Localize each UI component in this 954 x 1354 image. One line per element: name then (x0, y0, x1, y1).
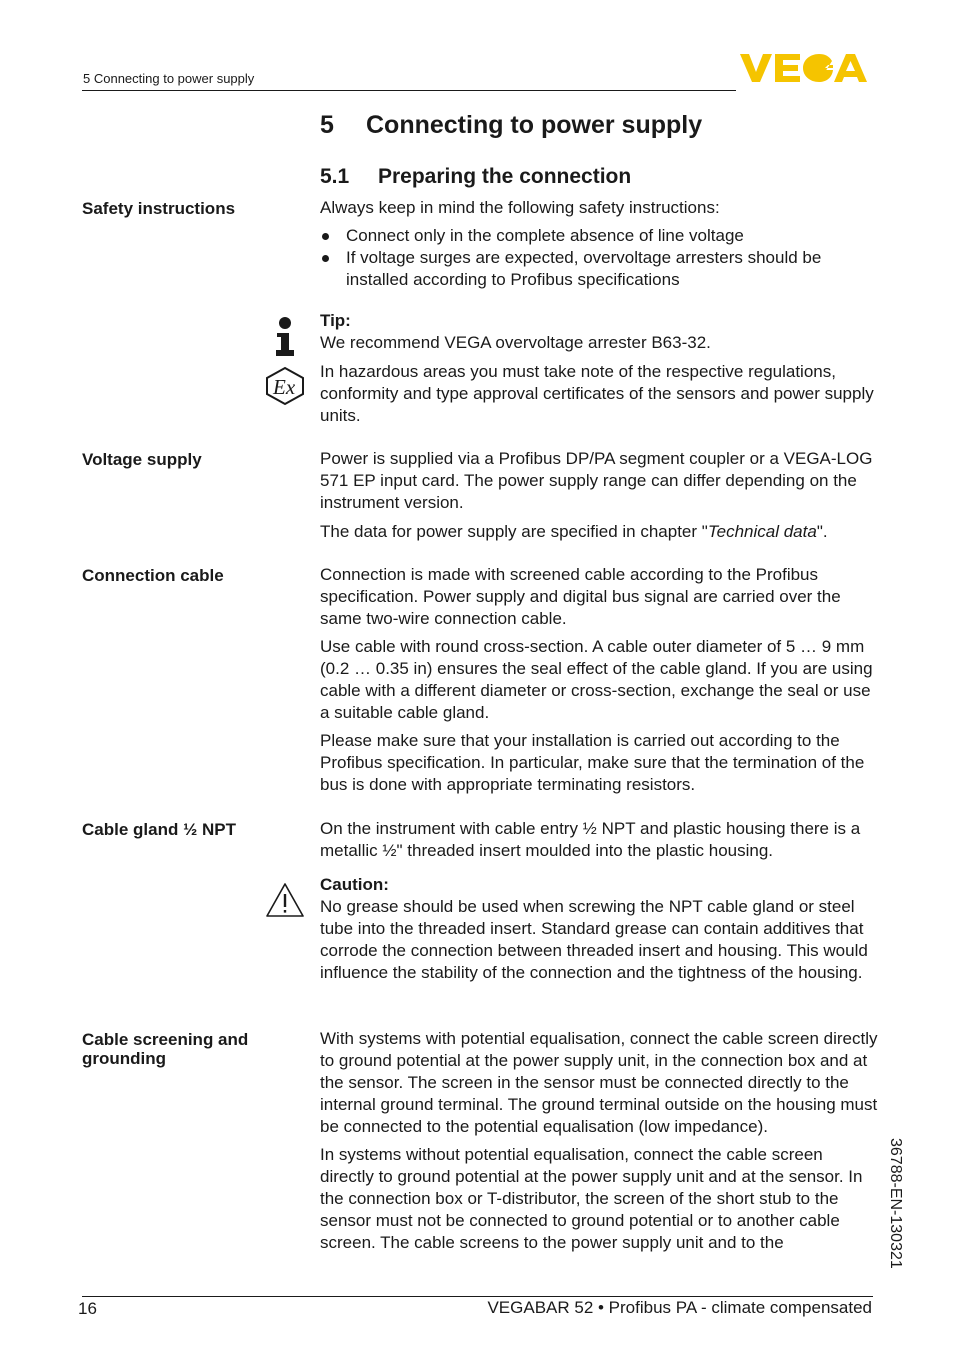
vega-logo (740, 52, 872, 84)
ex-text: In hazardous areas you must take note of the respective regulations, conformity and type approval certificates of the sensors and power supply units. (320, 362, 874, 425)
running-header: 5 Connecting to power supply (83, 71, 255, 86)
cable-p1: Connection is made with screened cable according to the Profibus specification. Power supply and digital bus signal are carried over the same two-wire connection cable. (320, 565, 841, 628)
voltage-p2-before: The data for power supply are specified in chapter " (320, 522, 708, 541)
safety-intro: Always keep in mind the following safety instructions: (320, 198, 720, 217)
safety-bullet-1: Connect only in the complete absence of line voltage (320, 225, 880, 247)
section-title: Preparing the connection (378, 165, 632, 188)
voltage-p2-after: ". (816, 522, 828, 541)
ex-protection-icon (264, 366, 306, 411)
warning-icon (265, 882, 305, 923)
technical-data-reference: Technical data (707, 522, 817, 541)
caution-label: Caution: (320, 875, 389, 894)
document-id-text: 36788-EN-130321 (887, 1138, 904, 1269)
side-label-cable-gland: Cable gland ½ NPT (82, 820, 236, 839)
screening-p1: With systems with potential equalisation, connect the cable screen directly to ground potential at the power supply unit, in the connection box and at the sensor. The screen in the sensor must be connected directly to the internal ground terminal. The ground terminal outside on the housing must be connected to the potential equalisation (low impedance). (320, 1029, 878, 1136)
footer-title: VEGABAR 52 • Profibus PA - climate compensated (487, 1298, 872, 1317)
voltage-block (320, 448, 880, 543)
gland-block (320, 818, 880, 984)
svg-text:Ex: Ex (273, 375, 296, 399)
voltage-p2 (320, 521, 880, 543)
section-heading (320, 165, 631, 189)
voltage-p1: Power is supplied via a Profibus DP/PA segment coupler or a VEGA-LOG 571 EP input card. The power supply range can differ depending on the instrument version. (320, 449, 873, 512)
side-label-connection-cable: Connection cable (82, 566, 224, 585)
tip-text: We recommend VEGA overvoltage arrester B63-32. (320, 333, 711, 352)
footer-divider (82, 1296, 873, 1297)
chapter-number: 5 (320, 111, 334, 139)
info-icon (274, 316, 296, 363)
tip-label: Tip: (320, 311, 351, 330)
chapter-title: Connecting to power supply (366, 111, 703, 139)
page-number: 16 (78, 1299, 97, 1318)
cable-block (320, 564, 880, 796)
safety-block (320, 197, 880, 291)
caution-text: No grease should be used when screwing the NPT cable gland or steel tube into the threaded insert. Standard grease can contain additives that corrode the connection between threaded insert and housing. This would influence the stability of the connection and the tightness of the housing. (320, 897, 868, 982)
tip-block (320, 310, 880, 427)
section-number: 5.1 (320, 165, 350, 188)
cable-p3: Please make sure that your installation is carried out according to the Profibus specification. In particular, make sure that the termination of the bus is done with appropriate terminating resistors. (320, 731, 865, 794)
gland-p1: On the instrument with cable entry ½ NPT and plastic housing there is a metallic ½" threaded insert moulded into the plastic housing. (320, 819, 861, 860)
side-label-screening: Cable screening and grounding (82, 1030, 249, 1068)
chapter-heading (320, 111, 702, 140)
document-id (882, 1138, 906, 1288)
side-label-voltage: Voltage supply (82, 450, 202, 469)
side-label-safety: Safety instructions (82, 199, 236, 218)
screening-p2: In systems without potential equalisation, connect the cable screen directly to ground potential at the power supply unit and at the sensor. In the connection box or T-distributor, the screen of the short stub to the sensor must not be connected to ground potential or to another cable screen. The cable screens to the power supply unit and to the (320, 1145, 863, 1252)
header-divider (82, 90, 736, 91)
screening-block (320, 1028, 880, 1254)
cable-p2: Use cable with round cross-section. A cable outer diameter of 5 … 9 mm (0.2 … 0.35 in) ensures the seal effect of the cable gland. If you are using cable with a different diameter or cross-section, exchange the seal or use a suitable cable gland. (320, 637, 873, 722)
safety-bullet-2: If voltage surges are expected, overvoltage arresters should be installed according to Profibus specifications (320, 247, 880, 291)
